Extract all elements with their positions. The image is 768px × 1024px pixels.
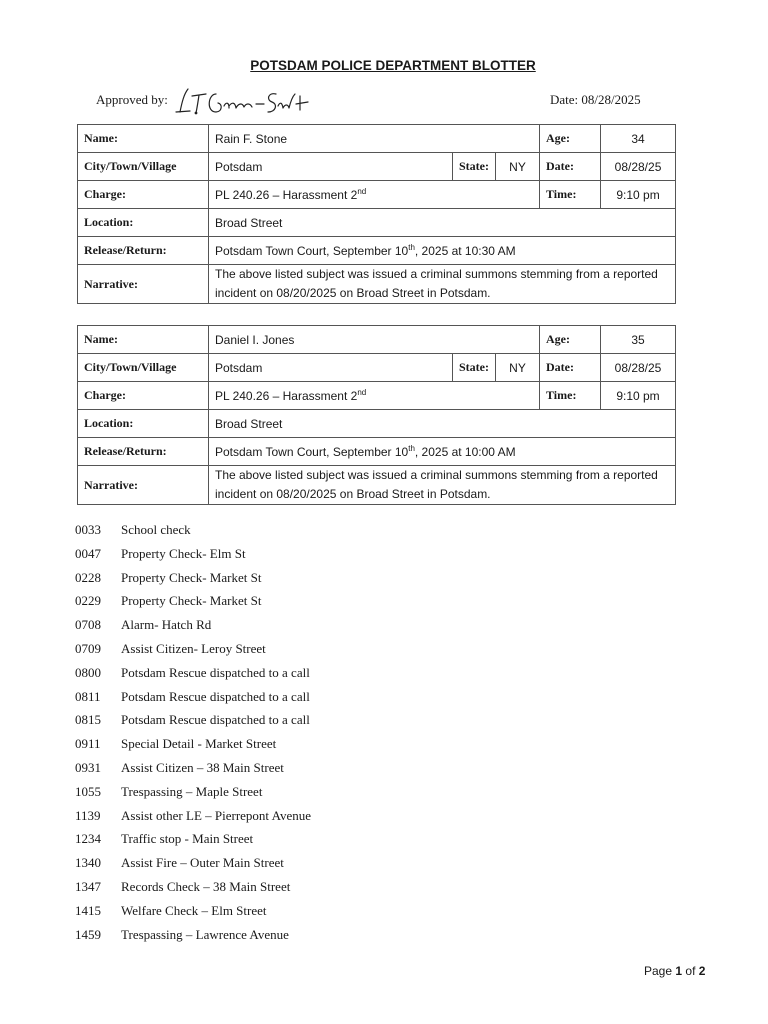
log-description: Assist Citizen- Leroy Street — [121, 640, 266, 656]
log-description: Property Check- Elm St — [121, 545, 246, 561]
log-entry — [75, 855, 475, 879]
log-time: 0800 — [75, 664, 101, 680]
page-current: 1 — [675, 964, 683, 978]
record-row-narrative — [78, 265, 676, 304]
log-description: Property Check- Market St — [121, 569, 262, 585]
log-entry — [75, 570, 475, 594]
log-time: 0911 — [75, 736, 101, 752]
log-description: Trespassing – Maple Street — [121, 783, 263, 799]
location-label: Location: — [78, 410, 209, 438]
state-value: NY — [496, 354, 540, 382]
release-superscript: th — [408, 242, 415, 252]
log-description: Trespassing – Lawrence Avenue — [121, 926, 289, 942]
log-time: 1347 — [75, 878, 101, 894]
age-value: 34 — [601, 125, 676, 153]
time-value: 9:10 pm — [601, 181, 676, 209]
arrest-record-1 — [77, 124, 676, 304]
log-entry — [75, 593, 475, 617]
log-entry — [75, 736, 475, 760]
release-value — [209, 438, 676, 466]
log-description: Property Check- Market St — [121, 593, 262, 609]
release-value — [209, 237, 676, 265]
release-text: Potsdam Town Court, September 10 — [215, 243, 409, 258]
date-value: 08/28/25 — [601, 153, 676, 181]
log-time: 0033 — [75, 522, 101, 537]
log-description: Potsdam Rescue dispatched to a call — [121, 664, 310, 680]
log-time: 0229 — [75, 593, 101, 609]
log-time: 0811 — [75, 688, 101, 704]
log-time: 0047 — [75, 545, 101, 561]
state-value: NY — [496, 153, 540, 181]
narrative-value: The above listed subject was issued a criminal summons stemming from a reported incident on 08/20/2025 on Broad Street in Potsdam. — [209, 265, 676, 304]
log-description: Potsdam Rescue dispatched to a call — [121, 688, 310, 704]
page-number — [644, 964, 705, 978]
log-entry — [75, 665, 475, 689]
charge-superscript: nd — [357, 387, 367, 397]
charge-value — [209, 382, 540, 410]
release-text-end: , 2025 at 10:30 AM — [414, 243, 516, 258]
city-value: Potsdam — [209, 153, 453, 181]
name-value: Rain F. Stone — [209, 125, 540, 153]
location-label: Location: — [78, 209, 209, 237]
log-time: 1139 — [75, 807, 101, 823]
log-entry — [75, 712, 475, 736]
approved-by-label: Approved by: — [96, 92, 168, 107]
log-time: 1055 — [75, 783, 101, 799]
log-time: 1340 — [75, 855, 101, 871]
record-row-location — [78, 410, 676, 438]
release-text: Potsdam Town Court, September 10 — [215, 444, 409, 459]
log-time: 1234 — [75, 831, 101, 847]
location-value: Broad Street — [209, 209, 676, 237]
charge-label: Charge: — [78, 181, 209, 209]
log-description: Welfare Check – Elm Street — [121, 902, 267, 918]
log-entry — [75, 617, 475, 641]
age-value: 35 — [601, 326, 676, 354]
age-label: Age: — [540, 125, 601, 153]
charge-text: PL 240.26 – Harassment 2 — [215, 388, 358, 403]
log-entry — [75, 927, 475, 951]
date-label: Date: — [540, 354, 601, 382]
city-label: City/Town/Village — [78, 354, 209, 382]
log-description: Potsdam Rescue dispatched to a call — [121, 712, 310, 728]
log-entry — [75, 641, 475, 665]
log-entry — [75, 784, 475, 808]
time-label: Time: — [540, 382, 601, 410]
location-value: Broad Street — [209, 410, 676, 438]
log-time: 0708 — [75, 617, 101, 633]
charge-superscript: nd — [357, 186, 367, 196]
log-description: Assist Fire – Outer Main Street — [121, 855, 284, 871]
log-description: Assist Citizen – 38 Main Street — [121, 759, 284, 775]
state-label: State: — [453, 354, 496, 382]
page-prefix: Page — [644, 964, 673, 978]
release-label: Release/Return: — [78, 237, 209, 265]
record-row-release — [78, 438, 676, 466]
signature-image — [172, 86, 312, 116]
record-row-location — [78, 209, 676, 237]
release-superscript: th — [408, 443, 415, 453]
record-row-city — [78, 153, 676, 181]
date-label: Date: — [540, 153, 601, 181]
log-description: Special Detail - Market Street — [121, 736, 277, 752]
record-row-release — [78, 237, 676, 265]
time-value: 9:10 pm — [601, 382, 676, 410]
log-entry — [75, 831, 475, 855]
arrest-record-2 — [77, 325, 676, 505]
log-entry — [75, 903, 475, 927]
header-date: Date: 08/28/2025 — [550, 92, 641, 107]
log-description: Traffic stop - Main Street — [121, 831, 254, 847]
log-time: 1415 — [75, 902, 101, 918]
city-value: Potsdam — [209, 354, 453, 382]
log-time: 0815 — [75, 712, 101, 728]
approval-row — [96, 88, 656, 116]
age-label: Age: — [540, 326, 601, 354]
log-entry — [75, 546, 475, 570]
log-entry — [75, 689, 475, 713]
activity-log — [75, 522, 475, 950]
record-row-charge — [78, 382, 676, 410]
log-time: 0228 — [75, 569, 101, 585]
log-entry — [75, 808, 475, 832]
log-description: Assist other LE – Pierrepont Avenue — [121, 807, 312, 823]
name-label: Name: — [78, 326, 209, 354]
charge-text: PL 240.26 – Harassment 2 — [215, 187, 358, 202]
name-label: Name: — [78, 125, 209, 153]
page-of: of — [685, 964, 696, 978]
log-entry — [75, 522, 475, 546]
record-row-city — [78, 354, 676, 382]
city-label: City/Town/Village — [78, 153, 209, 181]
log-description: Alarm- Hatch Rd — [121, 617, 212, 633]
log-time: 1459 — [75, 926, 101, 942]
time-label: Time: — [540, 181, 601, 209]
date-value: 08/28/25 — [601, 354, 676, 382]
page-total: 2 — [698, 964, 706, 978]
release-label: Release/Return: — [78, 438, 209, 466]
log-description: Records Check – 38 Main Street — [121, 878, 291, 894]
record-row-narrative — [78, 466, 676, 505]
page-title: POTSDAM POLICE DEPARTMENT BLOTTER — [250, 58, 536, 73]
state-label: State: — [453, 153, 496, 181]
record-row-name — [78, 326, 676, 354]
log-time: 0709 — [75, 640, 101, 656]
record-row-charge — [78, 181, 676, 209]
narrative-label: Narrative: — [78, 466, 209, 505]
log-time: 0931 — [75, 759, 101, 775]
record-row-name — [78, 125, 676, 153]
log-entry — [75, 879, 475, 903]
narrative-label: Narrative: — [78, 265, 209, 304]
release-text-end: , 2025 at 10:00 AM — [414, 444, 516, 459]
name-value: Daniel I. Jones — [209, 326, 540, 354]
log-entry — [75, 760, 475, 784]
log-description: School check — [121, 522, 191, 537]
charge-label: Charge: — [78, 382, 209, 410]
charge-value — [209, 181, 540, 209]
narrative-value: The above listed subject was issued a criminal summons stemming from a reported incident on 08/20/2025 on Broad Street in Potsdam. — [209, 466, 676, 505]
